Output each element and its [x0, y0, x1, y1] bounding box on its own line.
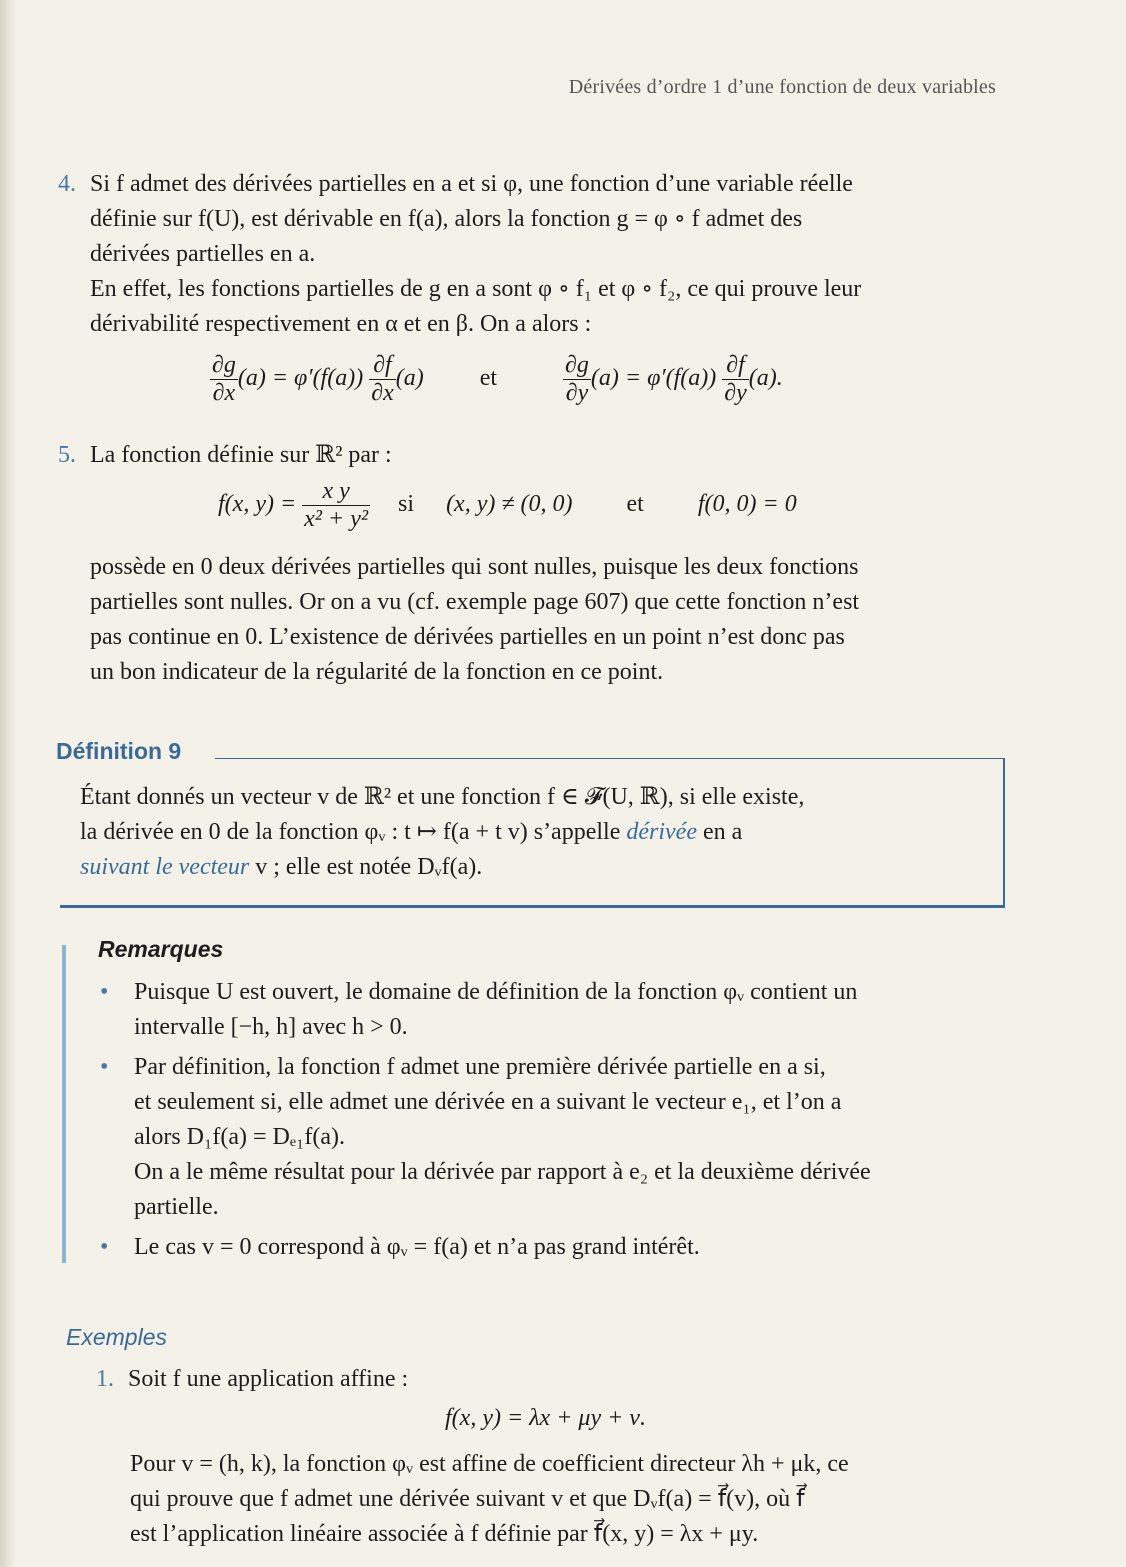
definition-text [80, 780, 985, 885]
running-head: Dérivées d’ordre 1 d’une fonction de deux variables [568, 76, 996, 98]
bullet-icon: • [100, 979, 109, 1005]
item-4-line-3: dérivées partielles en a. [90, 241, 316, 267]
equation-text: (a) = φ′(f(a)) [237, 365, 364, 392]
paragraph-line: partielles sont nulles. Or on a vu (cf. exemple page 607) que cette fonction n’est [90, 589, 860, 615]
fraction: $\frac{\partial g}{\partial y}$ [565, 352, 589, 406]
item-5-line-1: La fonction définie sur ℝ² par : [90, 442, 392, 468]
item-4-line-2: définie sur f(U), est dérivable en f(a), alors la fonction g = φ ∘ f admet des [90, 206, 803, 232]
term-suivant-le-vecteur: suivant le vecteur [80, 854, 250, 880]
fraction: $\frac{\partial f}{\partial y}$ [724, 352, 747, 406]
examples-title: Exemples [66, 1324, 167, 1350]
remark-line: Le cas v = 0 correspond à φᵥ = f(a) et n’a pas grand intérêt. [134, 1234, 700, 1260]
example-1 [96, 1362, 1011, 1397]
example-1-paragraph [130, 1447, 1020, 1552]
item-number: 1. [96, 1366, 114, 1392]
item-4-line-5: dérivabilité respectivement en α et en β. On a alors : [90, 311, 592, 337]
definition-line-3: suivant le vecteur v ; elle est notée Dᵥf(a). [80, 854, 483, 880]
affine-function-equation: f(x, y) = λx + μy + ν. [445, 1405, 646, 1431]
item-number: 5. [58, 442, 76, 468]
bullet-icon: • [100, 1054, 109, 1080]
remarks-title: Remarques [98, 936, 224, 962]
remarks-sidebar [62, 945, 66, 1263]
remark-line: partielle. [134, 1194, 219, 1220]
item-4-line-4: En effet, les fonctions partielles de g en a sont φ ∘ f₁ et φ ∘ f₂, ce qui prouve leur [90, 276, 862, 302]
paragraph-line: un bon indicateur de la régularité de la fonction en ce point. [90, 659, 664, 685]
equation-et: et [626, 491, 644, 518]
remark-line: intervalle [−h, h] avec h > 0. [134, 1014, 408, 1040]
equation-et: et [479, 365, 498, 392]
paragraph-line: est l’application linéaire associée à f définie par f⃗(x, y) = λx + μy. [130, 1521, 759, 1547]
partial-derivative-equation [210, 352, 783, 407]
function-definition-equation [218, 478, 797, 533]
remark-line: alors D₁f(a) = Dₑ₁f(a). [134, 1124, 345, 1150]
item-4 [58, 167, 1003, 342]
paragraph-line: Pour v = (h, k), la fonction φᵥ est affine de coefficient directeur λh + μk, ce [130, 1451, 849, 1477]
item-number: 4. [58, 171, 76, 197]
page-shadow [0, 0, 16, 1567]
equation-text: (a) = φ′(f(a)) [590, 365, 717, 392]
definition-line-2: la dérivée en 0 de la fonction φᵥ : t ↦ f(a + t v) s’appelle dérivée en a [80, 819, 743, 845]
example-line-1: Soit f une application affine : [128, 1366, 409, 1392]
fraction: $\frac{\partial f}{\partial x}$ [371, 352, 394, 406]
bullet-icon: • [100, 1234, 109, 1260]
equation-rhs: f(0, 0) = 0 [697, 491, 797, 518]
remark-line: et seulement si, elle admet une dérivée en a suivant le vecteur e₁, et l’on a [134, 1089, 842, 1115]
fraction: $\frac{\partial g}{\partial x}$ [212, 352, 236, 406]
remark-line: Par définition, la fonction f admet une première dérivée partielle en a si, [134, 1054, 826, 1080]
remark-bullet-1 [100, 975, 1010, 1045]
remark-bullet-2 [100, 1050, 1010, 1225]
equation-text: (a). [748, 365, 783, 392]
definition-title: Définition 9 [56, 738, 182, 764]
paragraph-line: pas continue en 0. L’existence de dérivées partielles en un point n’est donc pas [90, 624, 845, 650]
paragraph-line: possède en 0 deux dérivées partielles qui sont nulles, puisque les deux fonctions [90, 554, 859, 580]
fraction: $\frac{\text{x y}}{\text{x² + y²}}$ [304, 478, 369, 532]
definition-line-1: Étant donnés un vecteur v de ℝ² et une fonction f ∈ 𝓕(U, ℝ), si elle existe, [80, 784, 805, 810]
item-4-line-1: Si f admet des dérivées partielles en a et si φ, une fonction d’une variable réelle [90, 171, 853, 197]
equation-condition: (x, y) ≠ (0, 0) [446, 491, 573, 518]
equation-lhs: f(x, y) = [218, 491, 297, 518]
item-5 [58, 438, 1003, 473]
remark-bullet-3 [100, 1230, 1010, 1265]
item-5-paragraph [90, 550, 1005, 690]
term-derivee: dérivée [626, 819, 697, 845]
remark-line: Puisque U est ouvert, le domaine de définition de la fonction φᵥ contient un [134, 979, 858, 1005]
paragraph-line: qui prouve que f admet une dérivée suivant v et que Dᵥf(a) = f⃗(v), où f⃗ [130, 1486, 805, 1512]
equation-text: (a) [395, 365, 424, 392]
remark-line: On a le même résultat pour la dérivée par rapport à e₂ et la deuxième dérivée [134, 1159, 871, 1185]
equation-si: si [398, 491, 415, 518]
